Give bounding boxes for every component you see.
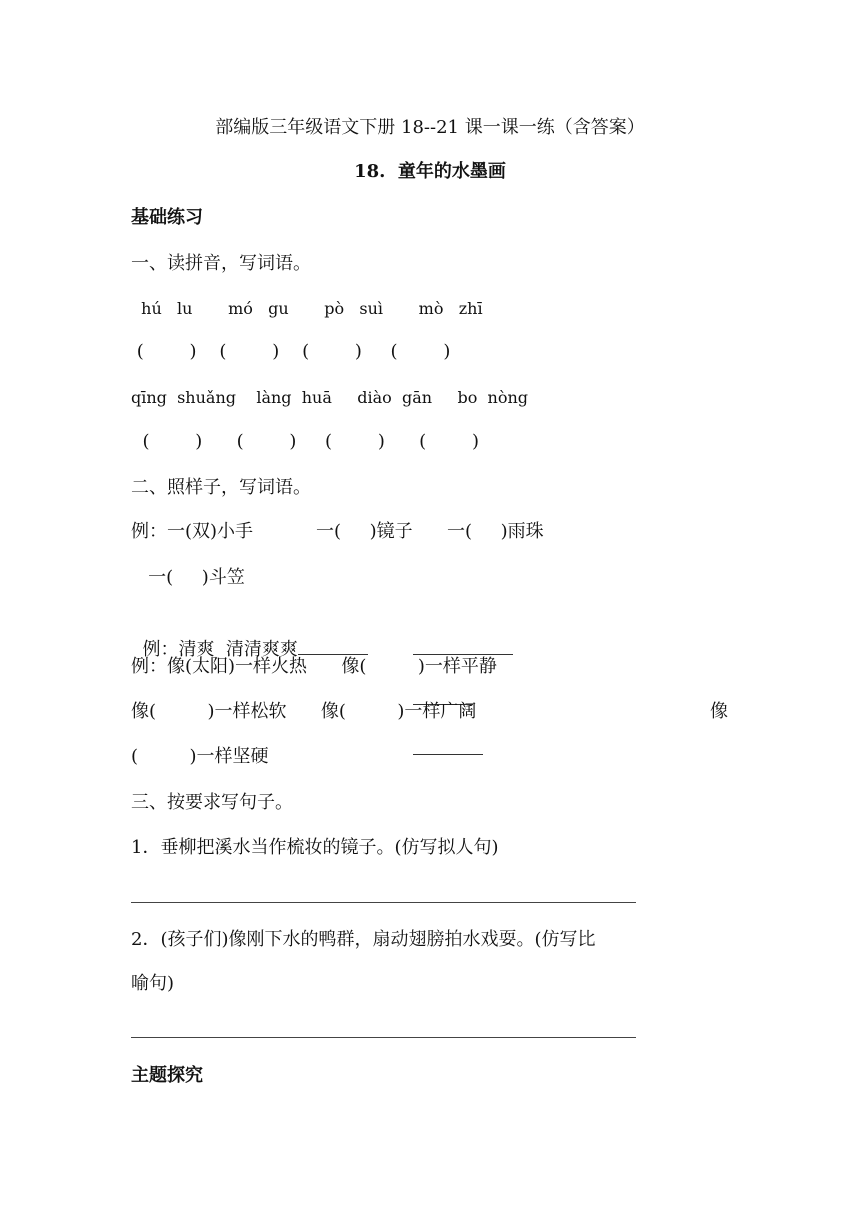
lesson-title: 18. 童年的水墨画 bbox=[354, 161, 506, 182]
q2-simile-row-end: 像 bbox=[710, 701, 728, 722]
pinyin-row-1: hú lu mó gu pò suì mò zhī bbox=[131, 299, 483, 318]
pinyin-row-2: qīng shuǎng làng huā diào gān bo nòng bbox=[131, 388, 529, 407]
q3-item-1: 1．垂柳把溪水当作梳妆的镜子。(仿写拟人句) bbox=[131, 837, 499, 858]
q3-item-2: 2．(孩子们)像刚下水的鸭群，扇动翅膀拍水戏耍。(仿写比 bbox=[131, 929, 596, 950]
blanks-row bbox=[402, 612, 513, 762]
answer-blank[interactable] bbox=[413, 736, 483, 755]
answer-brackets-row-1: ( ) ( ) ( ) ( ) bbox=[131, 341, 451, 362]
q2-example-simile: 例：像(太阳)一样火热 像( )一样平静 bbox=[131, 656, 497, 677]
q1-heading: 一、读拼音，写词语。 bbox=[131, 253, 311, 274]
q3-heading: 三、按要求写句子。 bbox=[131, 792, 293, 813]
section-theme-heading: 主题探究 bbox=[131, 1065, 203, 1086]
q2-measure-word-extra: 一( )斗笠 bbox=[131, 567, 245, 588]
document-title: 部编版三年级语文下册 18--21 课一课一练（含答案） bbox=[215, 117, 645, 138]
q2-simile-row-continued: ( )一样坚硬 bbox=[131, 746, 269, 767]
answer-line[interactable] bbox=[131, 1037, 636, 1038]
q2-heading: 二、照样子，写词语。 bbox=[131, 477, 311, 498]
answer-brackets-row-2: ( ) ( ) ( ) ( ) bbox=[131, 431, 479, 452]
q2-example-measure-words: 例：一(双)小手 一( )镜子 一( )雨珠 bbox=[131, 521, 544, 542]
q2-reduplication-example: 例：清爽 清清爽爽 bbox=[142, 639, 298, 660]
q2-simile-row: 像( )一样松软 像( )一样广阔 bbox=[131, 701, 477, 722]
section-basic-heading: 基础练习 bbox=[131, 207, 203, 228]
q3-item-2-continued: 喻句) bbox=[131, 973, 175, 994]
answer-line[interactable] bbox=[131, 902, 636, 903]
answer-blank[interactable] bbox=[413, 636, 513, 655]
answer-blank[interactable] bbox=[298, 636, 368, 655]
